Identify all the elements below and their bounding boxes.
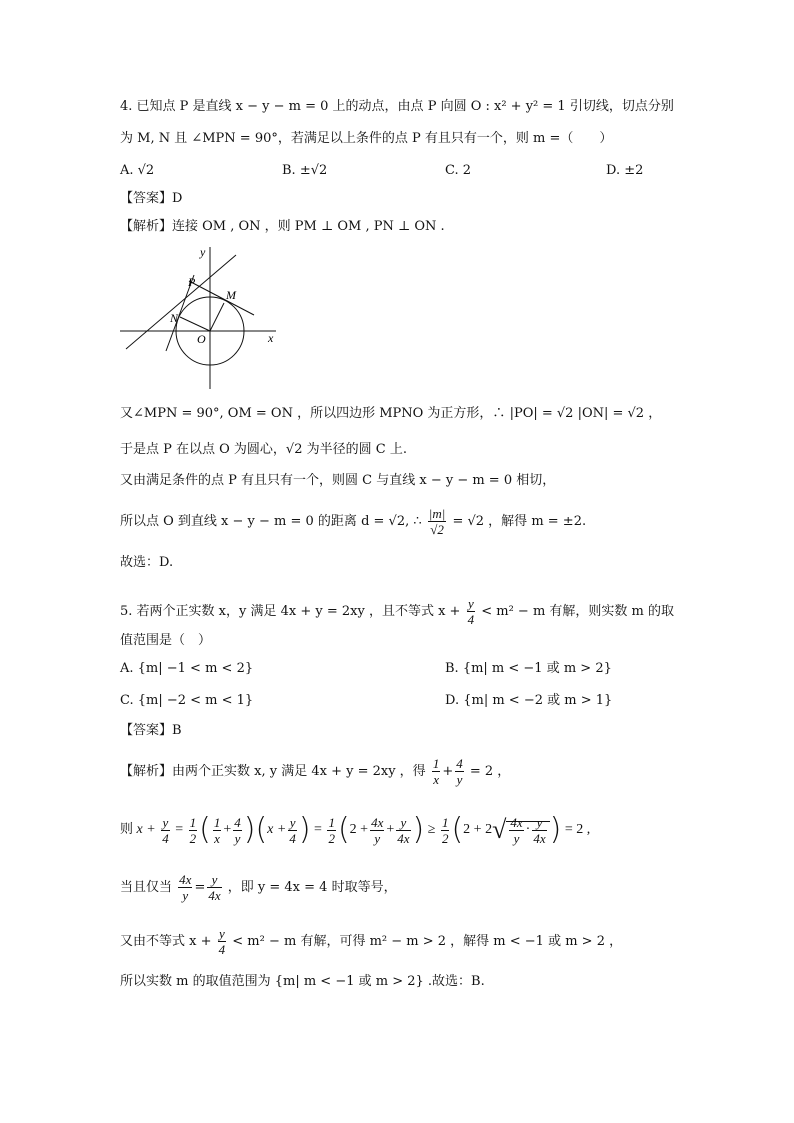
label-o: O (197, 332, 206, 346)
frac-denominator: 4 (467, 612, 475, 627)
frac-denominator: y (182, 888, 189, 903)
q5-option-b: B. {m| m < −1 或 m > 2} (445, 661, 612, 676)
frac-numerator: |m| (428, 506, 446, 521)
q4-analysis-line2: 又∠MPN = 90°, OM = ON ，所以四边形 MPNO 为正方形，∴ |PO| = √2 |ON| = √2 ， (120, 406, 662, 421)
line-l (126, 255, 236, 349)
q5-stem-line2: 值范围是（ ） (120, 633, 212, 648)
frac-numerator: 1 (432, 756, 440, 771)
q4-stem-line1: 4. 已知点 P 是直线 x − y − m = 0 上的动点，由点 P 向圆 O : x² + y² = 1 引切线，切点分别 (120, 99, 674, 114)
q5-analysis-line5: 所以实数 m 的取值范围为 {m| m < −1 或 m > 2} .故选：B. (120, 974, 485, 989)
q5-analysis-line1: 【解析】由两个正实数 x, y 满足 4x + y = 2xy ，得 $\frac{1}{x}$ + $\frac{4}{y}$ = 2 ， (120, 756, 511, 787)
q5-stem-line1 (120, 594, 674, 630)
radius-om (210, 303, 224, 331)
q5-analysis-text-a: 【解析】由两个正实数 x, y 满足 4x + y = 2xy ，得 (120, 764, 426, 779)
q4-option-d: D. ±2 (606, 163, 644, 178)
label-y: y (200, 245, 206, 259)
frac-denominator: x (433, 772, 439, 787)
radius-on (180, 317, 210, 331)
q4-distance-fraction (428, 506, 447, 537)
frac-denominator: 4 (218, 942, 226, 957)
q4-option-b: B. ±√2 (282, 163, 328, 178)
frac-denominator: 4x (208, 888, 221, 903)
q5-option-d: D. {m| m < −2 或 m > 1} (445, 693, 613, 708)
frac-denominator: y (456, 772, 463, 787)
q5-fraction-4x-over-y (178, 872, 192, 903)
q4-option-a: A. √2 (120, 163, 155, 178)
frac-numerator: y (467, 596, 474, 611)
q5-analysis4-fraction (218, 926, 227, 957)
q5-fraction-1-over-x (432, 756, 441, 787)
tangent-pm (189, 281, 254, 315)
q4-answer: 【答案】D (120, 191, 183, 206)
q5-analysis-line4 (120, 924, 622, 960)
frac-numerator: y (207, 872, 221, 888)
label-p: P (188, 275, 196, 289)
frac-numerator: y (219, 926, 225, 941)
q5-analysis4-text-a: 又由不等式 x + (120, 934, 212, 949)
frac-numerator: 4x (179, 872, 192, 887)
q5-option-c: C. {m| −2 < m < 1} (120, 693, 254, 708)
q5-inequality-chain: 则 x + $\frac{y}{4}$ = $\frac{1}{2}$ ( $\frac{1}{x}$ + $\frac{4}{y}$ )(x + $\frac{y}{4}$ ) = $\frac{1}{2}$ (2 + $\frac{4x}{y}$ + $\frac{y}{4x}$ ) ≥ $\frac{1}{2}$ (2 + 2√ $\frac{4x}{y}$ · $\frac{y}{4x}$ ) = 2 , (120, 812, 591, 847)
q4-analysis-line3: 于是点 P 在以点 O 为圆心，√2 为半径的圆 C 上. (120, 442, 407, 457)
q4-analysis-line5 (120, 504, 586, 540)
q4-solve-text: = √2 ，解得 m = ±2. (452, 514, 587, 529)
frac-denominator: √2 (430, 522, 444, 537)
q5-stem-text-a: 5. 若两个正实数 x，y 满足 4x + y = 2xy ，且不等式 x + (120, 604, 461, 619)
label-x: x (268, 331, 274, 345)
q4-analysis-line4: 又由满足条件的点 P 有且只有一个，则圆 C 与直线 x − y − m = 0 相切， (120, 473, 556, 488)
tangent-circle-figure (118, 241, 288, 391)
q5-stem-fraction (467, 596, 476, 627)
label-m: M (226, 288, 236, 302)
q4-analysis-line1: 【解析】连接 OM , ON ，则 PM ⊥ OM , PN ⊥ ON . (120, 219, 445, 234)
q5-stem-text-b: < m² − m 有解，则实数 m 的取 (481, 604, 675, 619)
q5-equality-text-a: 当且仅当 (120, 880, 173, 895)
q5-equality-text-b: ，即 y = 4x = 4 时取等号， (227, 880, 397, 895)
q4-conclusion: 故选：D. (120, 555, 174, 570)
q5-analysis4-text-b: < m² − m 有解，可得 m² − m > 2 ，解得 m < −1 或 m > 2 ， (232, 934, 623, 949)
q5-analysis-text-b: = 2 ， (469, 764, 511, 779)
q4-distance-text: 所以点 O 到直线 x − y − m = 0 的距离 d = √2, ∴ (120, 514, 422, 529)
q4-option-c: C. 2 (445, 163, 472, 178)
label-n: N (170, 311, 179, 325)
q5-option-a: A. {m| −1 < m < 2} (120, 661, 254, 676)
q5-fraction-4-over-y (455, 756, 464, 787)
q5-analysis-line3: 当且仅当 $\frac{4x}{y}$ = $\frac{y}{4x}$ ，即 y = 4x = 4 时取等号， (120, 872, 397, 903)
q5-fraction-y-over-4x (207, 872, 221, 903)
q4-stem-line2: 为 M, N 且 ∠MPN = 90°，若满足以上条件的点 P 有且只有一个，则 m =（ ） (120, 131, 613, 146)
frac-numerator: 4 (456, 756, 463, 771)
q5-answer: 【答案】B (120, 723, 182, 738)
